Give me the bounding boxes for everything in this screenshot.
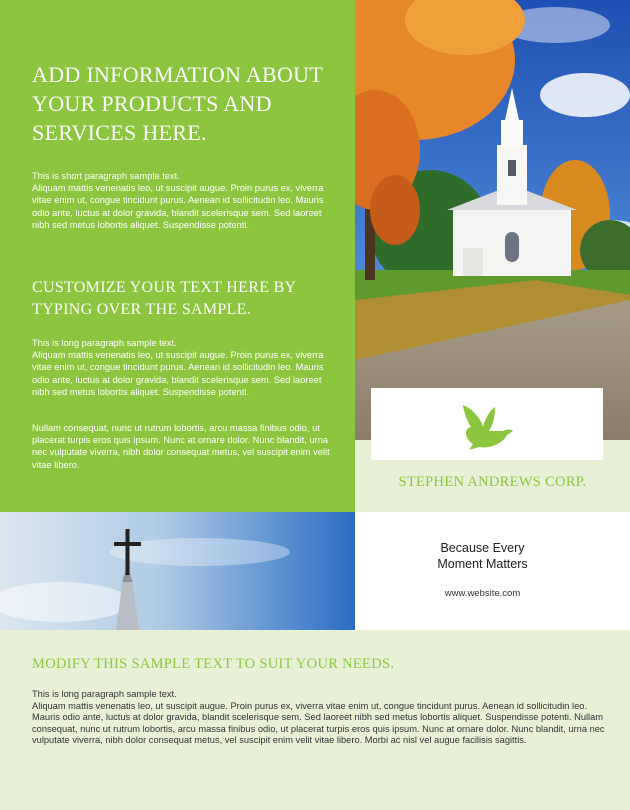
church-photo xyxy=(355,0,630,440)
tagline: Because Every Moment Matters xyxy=(437,541,528,571)
short-paragraph: This is short paragraph sample text. Aliquam mattis venenatis leo, ut suscipit augue. Proin purus ex, viverra vitae enim ut, congue tincidunt purus. Aenean id sollicitudin leo. Mauris odio ante, luctus at dolor gravida, blandit scelerisque sem. Sed laoreet nibh sed metus lobortis aliquet. Suspendisse potenti. xyxy=(32,171,324,230)
main-heading: ADD INFORMATION ABOUT YOUR PRODUCTS AND SERVICES HERE. xyxy=(32,62,323,145)
bottom-paragraph: This is long paragraph sample text. Aliquam mattis venenatis leo, ut suscipit augue. Proin purus ex, viverra vitae enim ut, congue tincidunt purus. Aenean id sollicitudin leo. Mauris odio ante, luctus at dolor gravida, blandit scelerisque sem. Sed laoreet nibh sed metus lobortis aliquet. Suspendisse potenti. Nullam consequat, nunc ut rutrum lobortis, arcu massa finibus odio, ut placerat turpis eros quis ipsum. Nunc at ornare dolor. Nunc blandit, urna nec vulputate viverra, nibh dolor consequat metus, vel suscipit enim velit vitae libero. Morbi ac nisl vel augue facilisis sagittis. xyxy=(32,689,605,746)
extra-paragraph: Nullam consequat, nunc ut rutrum lobortis, arcu massa finibus odio, ut placerat turpis eros quis ipsum. Nunc at ornare dolor. Nunc blandit, urna nec vulputate viverra, nibh dolor consequat metus, vel suscipit enim velit vitae libero. xyxy=(32,423,330,470)
dove-icon xyxy=(459,399,515,451)
sub-heading: CUSTOMIZE YOUR TEXT HERE BY TYPING OVER THE SAMPLE. xyxy=(32,279,296,318)
cross-photo xyxy=(0,512,355,630)
website-link[interactable]: www.website.com xyxy=(444,588,521,599)
company-name: STEPHEN ANDREWS CORP. xyxy=(398,474,587,490)
logo-box xyxy=(371,388,603,460)
long-paragraph: This is long paragraph sample text. Aliquam mattis venenatis leo, ut suscipit augue. Proin purus ex, viverra vitae enim ut, congue tincidunt purus. Aenean id sollicitudin leo. Mauris odio ante, luctus at dolor gravida, blandit scelerisque sem. Sed laoreet nibh sed metus lobortis aliquet. Suspendisse potenti. xyxy=(32,338,324,397)
bottom-heading: MODIFY THIS SAMPLE TEXT TO SUIT YOUR NEEDS. xyxy=(32,656,395,672)
